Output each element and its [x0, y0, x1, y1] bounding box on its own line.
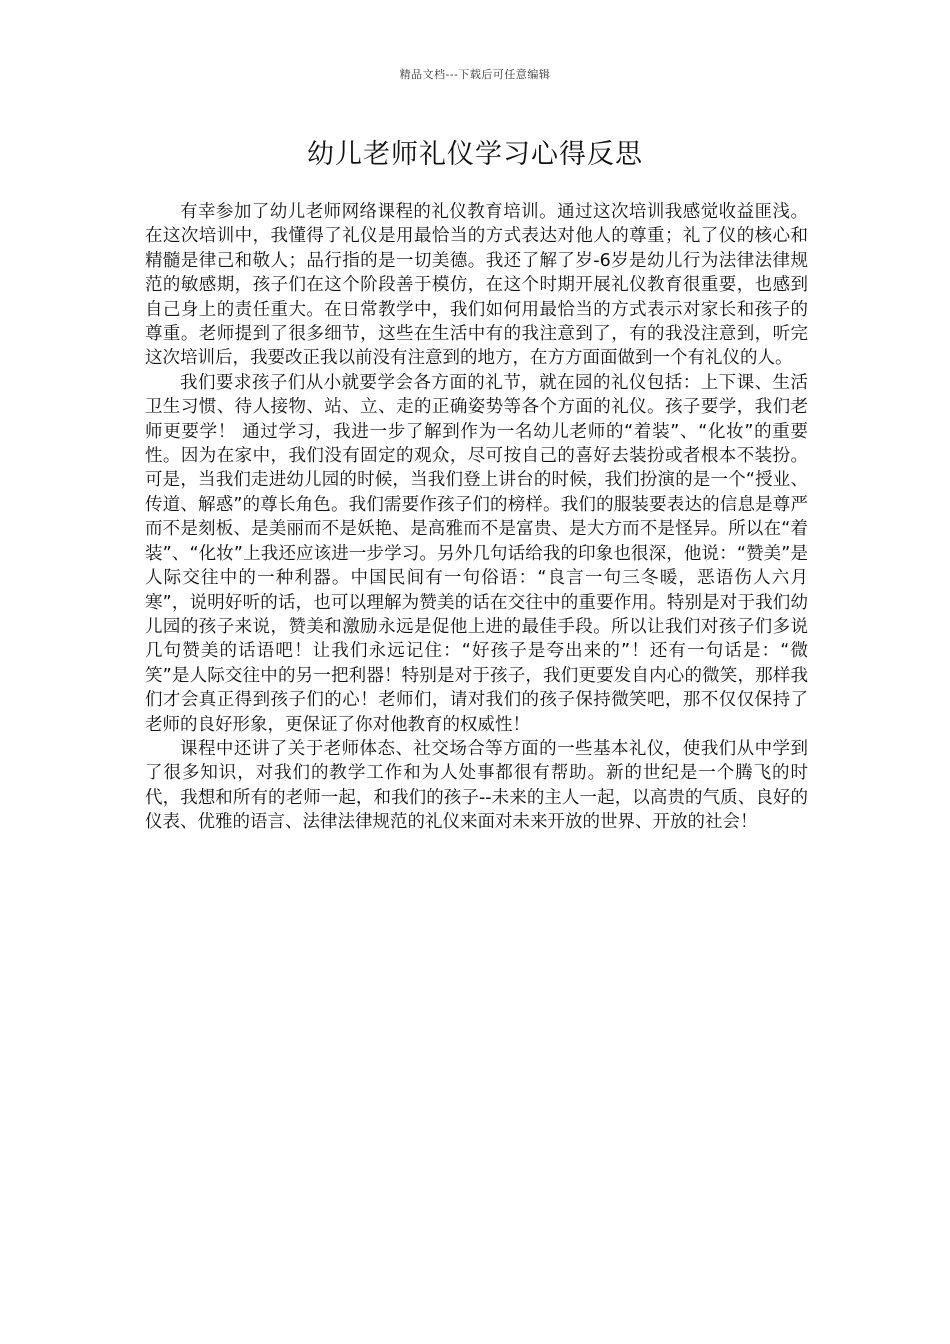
paragraph-2: 我们要求孩子们从小就要学会各方面的礼节，就在园的礼仪包括：上下课、生活卫生习惯、待人接物、站、立、走的正确姿势等各个方面的礼仪。孩子要学，我们老师更要学！ 通过学习，我进一步了解到作为一名幼儿老师的“着装”、“化妆”的重要性。因为在家中，我们没有固定的观众，尽可按自己的喜好去装扮或者根本不装扮。可是，当我们走进幼儿园的时候，当我们登上讲台的时候，我们扮演的是一个“授业、传道、解惑”的尊长角色。我们需要作孩子们的榜样。我们的服装要表达的信息是尊严而不是刻板、是美丽而不是妖艳、是高雅而不是富贵、是大方而不是怪异。所以在“着装”、“化妆”上我还应该进一步学习。另外几句话给我的印象也很深，他说：“赞美”是人际交往中的一种利器。中国民间有一句俗语：“良言一句三冬暖，恶语伤人六月寒”，说明好听的话，也可以理解为赞美的话在交往中的重要作用。特别是对于我们幼儿园的孩子来说，赞美和激励永远是促他上进的最佳手段。所以让我们对孩子们多说几句赞美的话语吧！让我们永远记住：“好孩子是夸出来的”！还有一句话是：“微笑”是人际交往中的另一把利器！特别是对于孩子，我们更要发自内心的微笑，那样我们才会真正得到孩子们的心！老师们，请对我们的孩子保持微笑吧，那不仅仅保持了老师的良好形象，更保证了你对他教育的权威性！	[145, 372, 808, 735]
header-note: 精品文档---下载后可任意编辑	[399, 68, 551, 81]
paragraph-3: 课程中还讲了关于老师体态、社交场合等方面的一些基本礼仪，使我们从中学到了很多知识，对我们的教学工作和为人处事都很有帮助。新的世纪是一个腾飞的时代，我想和所有的老师一起，和我们的孩子--未来的主人一起，以高贵的气质、良好的仪表、优雅的语言、法律法律规范的礼仪来面对未来开放的世界、开放的社会！	[145, 738, 808, 833]
document-title: 幼儿老师礼仪学习心得反思	[307, 139, 643, 170]
paragraph-1: 有幸参加了幼儿老师网络课程的礼仪教育培训。通过这次培训我感觉收益匪浅。在这次培训中，我懂得了礼仪是用最恰当的方式表达对他人的尊重；礼了仪的核心和精髓是律己和敬人；品行指的是一切美德。我还了解了岁-6岁是幼儿行为法律法律规范的敏感期，孩子们在这个阶段善于模仿，在这个时期开展礼仪教育很重要，也感到自己身上的责任重大。在日常教学中，我们如何用最恰当的方式表示对家长和孩子的尊重。老师提到了很多细节，这些在生活中有的我注意到了，有的我没注意到，听完这次培训后，我要改正我以前没有注意到的地方，在方方面面做到一个有礼仪的人。	[145, 202, 808, 369]
document-body	[145, 200, 808, 835]
